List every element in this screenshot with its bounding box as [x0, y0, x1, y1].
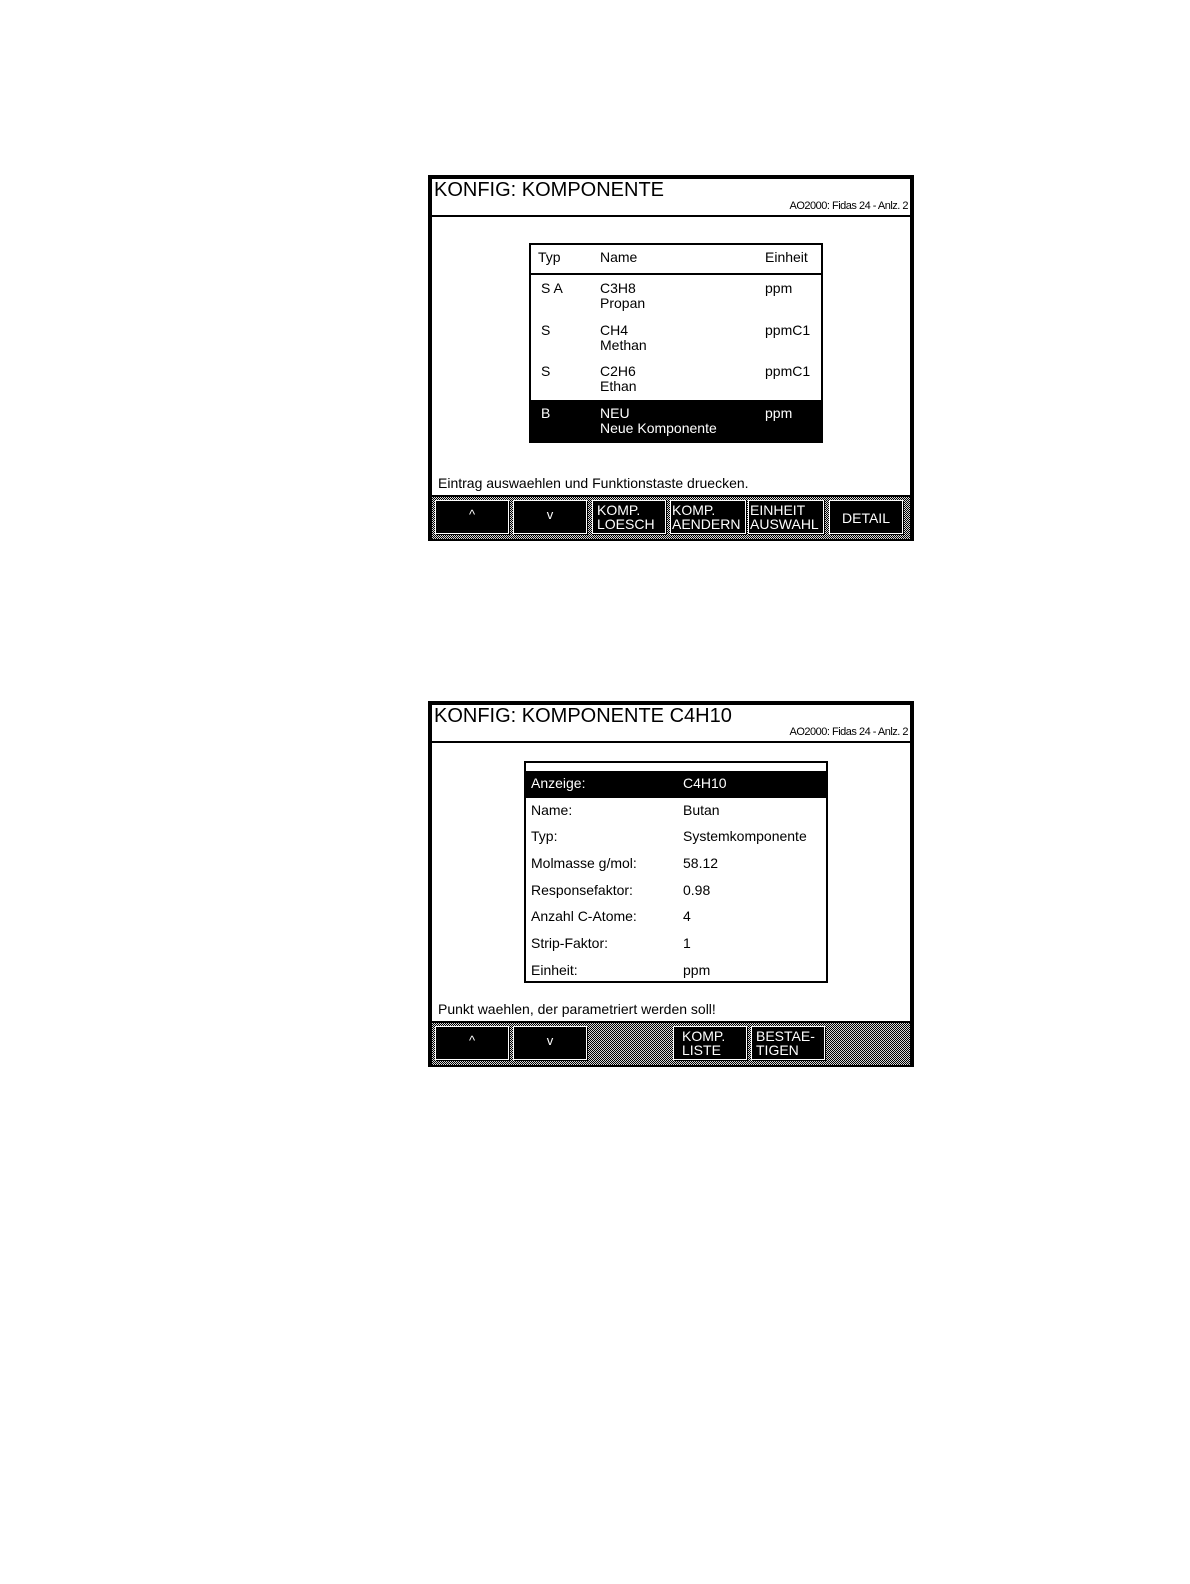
detail-label: Responsefaktor: — [531, 881, 633, 898]
detail-label: Anzeige: — [531, 775, 586, 791]
row-unit: ppmC1 — [765, 321, 811, 338]
row-formula: NEU — [600, 404, 630, 421]
status-hint: Punkt waehlen, der parametriert werden soll! — [438, 1001, 716, 1017]
change-component-button[interactable]: KOMP. AENDERN — [670, 500, 746, 534]
component-table — [529, 243, 823, 443]
detail-label: Typ: — [531, 828, 558, 845]
table-row-selected[interactable] — [531, 400, 821, 442]
detail-row-strip-faktor[interactable] — [526, 931, 826, 958]
column-header-typ: Typ — [538, 249, 561, 265]
table-row[interactable] — [531, 358, 821, 400]
row-name — [600, 364, 637, 394]
scroll-down-button[interactable]: v — [513, 1026, 587, 1060]
detail-label: Einheit: — [531, 961, 578, 978]
component-detail-screen — [428, 701, 914, 1067]
detail-value: ppm — [683, 961, 711, 978]
column-header-name: Name — [600, 249, 638, 265]
device-info: AO2000: Fidas 24 - Anlz. 2 — [789, 726, 908, 738]
detail-value: Systemkomponente — [683, 828, 807, 845]
row-component-name: Propan — [600, 295, 646, 311]
title-bar — [432, 705, 910, 743]
row-typ: S — [541, 321, 551, 338]
scroll-up-button[interactable]: ^ — [435, 500, 509, 534]
delete-component-button[interactable]: KOMP. LOESCH — [592, 500, 666, 534]
detail-row-responsefaktor[interactable] — [526, 878, 826, 905]
detail-label: Molmasse g/mol: — [531, 855, 637, 872]
screen-title: KONFIG: KOMPONENTE C4H10 — [434, 705, 732, 727]
row-formula: C2H6 — [600, 363, 636, 379]
row-unit: ppm — [765, 404, 793, 421]
softkey-bar — [432, 495, 910, 539]
detail-button[interactable]: DETAIL — [829, 500, 903, 534]
softkey-bar — [432, 1021, 910, 1065]
row-formula: C3H8 — [600, 280, 636, 296]
row-typ: S — [541, 363, 551, 379]
detail-value: 58.12 — [683, 855, 719, 872]
row-unit: ppmC1 — [765, 363, 811, 379]
row-formula: CH4 — [600, 321, 629, 338]
confirm-button[interactable]: BESTAE- TIGEN — [751, 1026, 825, 1060]
row-unit: ppm — [765, 280, 793, 296]
row-name — [600, 323, 647, 353]
column-header-unit: Einheit — [765, 249, 808, 265]
detail-row-c-atome[interactable] — [526, 904, 826, 931]
detail-row-typ[interactable] — [526, 824, 826, 851]
component-list-screen — [428, 175, 914, 541]
detail-value: C4H10 — [683, 775, 727, 791]
row-name — [600, 281, 645, 311]
detail-label: Name: — [531, 801, 573, 818]
detail-value: 4 — [683, 908, 691, 925]
detail-value: Butan — [683, 801, 720, 818]
detail-label: Anzahl C-Atome: — [531, 908, 637, 925]
device-info: AO2000: Fidas 24 - Anlz. 2 — [789, 200, 908, 212]
component-list-button[interactable]: KOMP. LISTE — [673, 1026, 747, 1060]
row-typ: B — [541, 404, 551, 421]
table-row[interactable] — [531, 317, 821, 359]
select-unit-button[interactable]: EINHEIT AUSWAHL — [748, 500, 824, 534]
detail-row-einheit[interactable] — [526, 958, 826, 985]
detail-value: 1 — [683, 935, 691, 952]
row-component-name: Ethan — [600, 378, 637, 394]
detail-row-molmasse[interactable] — [526, 851, 826, 878]
detail-row-name[interactable] — [526, 798, 826, 825]
row-typ: S A — [541, 280, 563, 296]
scroll-up-button[interactable]: ^ — [435, 1026, 509, 1060]
screen-title: KONFIG: KOMPONENTE — [434, 179, 665, 201]
table-header — [531, 245, 821, 275]
title-bar — [432, 179, 910, 217]
detail-label: Strip-Faktor: — [531, 935, 609, 952]
row-component-name: Methan — [600, 336, 647, 353]
detail-value: 0.98 — [683, 881, 711, 898]
table-row[interactable] — [531, 275, 821, 317]
detail-row-anzeige[interactable] — [526, 771, 826, 798]
scroll-down-button[interactable]: v — [513, 500, 587, 534]
row-name — [600, 406, 717, 436]
component-detail-table — [524, 761, 828, 983]
status-hint: Eintrag auswaehlen und Funktionstaste druecken. — [438, 475, 749, 491]
row-component-name: Neue Komponente — [600, 419, 717, 436]
